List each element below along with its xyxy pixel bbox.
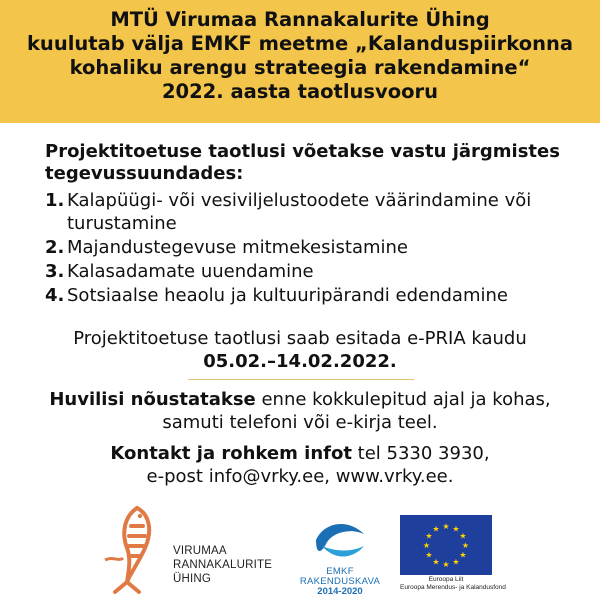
advice-bold: Huvilisi nõustatakse	[49, 389, 256, 410]
list-item-text: Kalasadamate uuendamine	[67, 261, 314, 282]
advice-line-2: samuti telefoni või e-kirja teel.	[162, 412, 438, 433]
eu-flag-icon	[400, 515, 492, 575]
intro-line-2: tegevussuundades:	[45, 163, 244, 184]
submission-text: Projektitoetuse taotlusi saab esitada e-PRIA kaudu	[73, 328, 527, 349]
emkf-logo	[290, 516, 390, 596]
svg-text:★: ★	[432, 524, 440, 534]
svg-text:★: ★	[459, 550, 467, 560]
emkf-text-2: RAKENDUSKAVA	[299, 576, 381, 587]
fish-icon	[95, 500, 175, 595]
intro-line-1: Projektitoetuse taotlusi võetakse vastu järgmistes	[45, 141, 560, 162]
list-item-text-continued: turustamine	[67, 213, 177, 234]
list-item-number: 3.	[45, 261, 65, 282]
svg-text:★: ★	[422, 541, 431, 550]
svg-text:★: ★	[452, 557, 460, 567]
list-item-number: 1.	[45, 190, 65, 211]
contact-bold: Kontakt ja rohkem infot	[110, 443, 352, 464]
header-line-3: kohaliku arengu strateegia rakendamine“	[69, 56, 531, 79]
vrky-logo-line: ÜHING	[173, 573, 212, 585]
list-item	[45, 284, 585, 307]
header-line-4: 2022. aasta taotlusvooru	[161, 80, 439, 103]
emkf-text-3: 2014-2020	[317, 586, 363, 597]
list-item	[45, 236, 585, 259]
advice-info	[0, 388, 600, 434]
submission-dates: 05.02.–14.02.2022.	[203, 351, 397, 372]
svg-text:★: ★	[442, 522, 450, 531]
vrky-logo-text	[173, 544, 272, 586]
intro-heading	[45, 141, 565, 185]
list-item-text: Majandustegevuse mitmekesistamine	[67, 237, 408, 258]
contact-info	[0, 442, 600, 488]
svg-text:★: ★	[425, 550, 433, 560]
vrky-logo-line: RANNAKALURITE	[173, 559, 273, 571]
list-item-number: 2.	[45, 237, 65, 258]
vrky-logo	[95, 500, 285, 595]
contact-email-web: e-post info@vrky.ee, www.vrky.ee.	[146, 466, 454, 487]
svg-text:★: ★	[459, 531, 467, 541]
list-item-text: Kalapüügi- või vesiviljelustoodete väärindamine või	[67, 190, 532, 211]
advice-text: enne kokkulepitud ajal ja kohas,	[255, 389, 551, 410]
activity-list	[45, 189, 585, 308]
list-item	[45, 260, 585, 283]
list-item-text: Sotsiaalse heaolu ja kultuuripärandi edendamine	[67, 285, 508, 306]
list-item-number: 4.	[45, 285, 65, 306]
svg-text:★: ★	[432, 557, 440, 567]
header-line-1: MTÜ Virumaa Rannakalurite Ühing	[110, 8, 490, 31]
eu-caption-2: Euroopa Merendus- ja Kalandusfond	[400, 584, 506, 591]
svg-text:★: ★	[461, 541, 470, 550]
eu-caption-1: Euroopa Liit	[428, 576, 464, 583]
svg-text:★: ★	[442, 560, 450, 569]
announcement-header	[0, 0, 600, 123]
emkf-text-1: EMKF	[326, 566, 354, 577]
submission-info	[0, 327, 600, 373]
contact-phone: tel 5330 3930,	[351, 443, 490, 464]
divider	[188, 379, 414, 380]
vrky-logo-line: VIRUMAA	[173, 545, 227, 557]
list-item	[45, 189, 585, 235]
header-line-2: kuulutab välja EMKF meetme „Kalanduspiirkonna	[26, 32, 574, 55]
svg-text:★: ★	[452, 524, 460, 534]
emkf-fish-icon	[312, 516, 368, 564]
svg-text:★: ★	[425, 531, 433, 541]
eu-logo	[400, 515, 510, 597]
